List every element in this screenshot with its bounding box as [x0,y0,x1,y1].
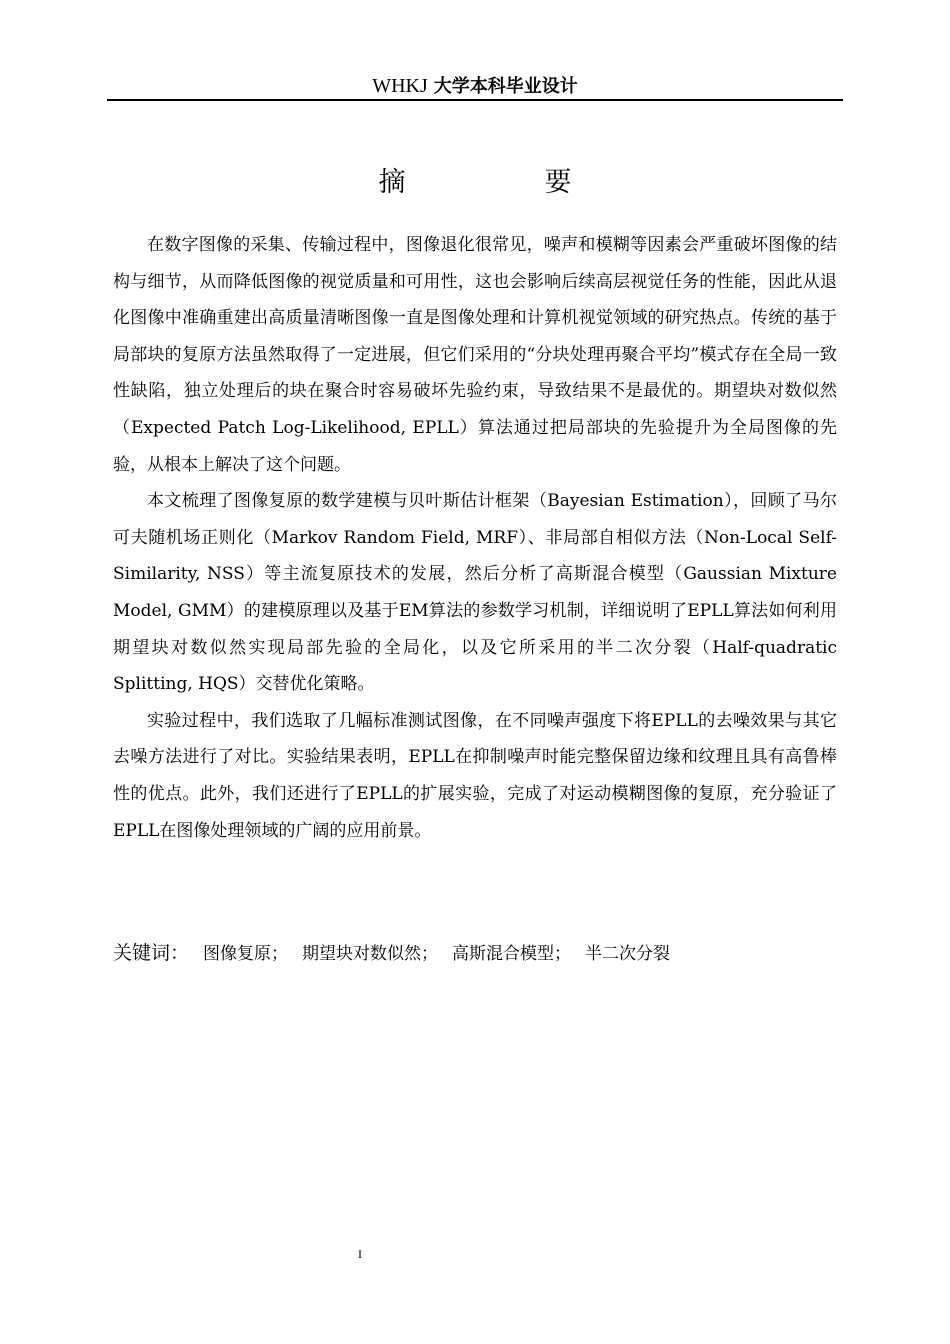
header-rule [107,99,843,101]
abstract-paragraph-1: 在数字图像的采集、传输过程中，图像退化很常见，噪声和模糊等因素会严重破坏图像的结构与细节，从而降低图像的视觉质量和可用性，这也会影响后续高层视觉任务的性能，因此从退化图像中准确重建出高质量清晰图像一直是图像处理和计算机视觉领域的研究热点。传统的基于局部块的复原方法虽然取得了一定进展，但它们采用的“分块处理再聚合平均”模式存在全局一致性缺陷，独立处理后的块在聚合时容易破坏先验约束，导致结果不是最优的。期望块对数似然（Expected Patch Log-Likelihood, EPLL）算法通过把局部块的先验提升为全局图像的先验，从根本上解决了这个问题。 [113,235,837,475]
keyword-item: 图像复原； [203,944,289,964]
header-document-type: 大学本科毕业设计 [433,76,578,97]
header-university-code: WHKJ [372,75,428,97]
abstract-title: 摘 要 [378,167,628,198]
running-header [107,72,843,100]
keyword-item: 期望块对数似然； [302,944,439,964]
keywords-label: 关键词： [113,942,190,964]
keyword-item: 高斯混合模型； [452,944,572,964]
page-number: I [358,1247,362,1261]
abstract-body [113,227,837,849]
abstract-paragraph-2: 本文梳理了图像复原的数学建模与贝叶斯估计框架（Bayesian Estimation），回顾了马尔可夫随机场正则化（Markov Random Field, MRF）、非局部自相似方法（Non-Local Self-Similarity, NSS）等主流复原技术的发展，然后分析了高斯混合模型（Gaussian Mixture Model, GMM）的建模原理以及基于EM算法的参数学习机制，详细说明了EPLL算法如何利用期望块对数似然实现局部先验的全局化，以及它所采用的半二次分裂（Half-quadratic Splitting, HQS）交替优化策略。 [113,491,837,695]
abstract-paragraph-3: 实验过程中，我们选取了几幅标准测试图像，在不同噪声强度下将EPLL的去噪效果与其它去噪方法进行了对比。实验结果表明，EPLL在抑制噪声时能完整保留边缘和纹理且具有高鲁棒性的优点。此外，我们还进行了EPLL的扩展实验，完成了对运动模糊图像的复原，充分验证了EPLL在图像处理领域的广阔的应用前景。 [113,710,837,841]
keywords-line [113,936,837,971]
keyword-item: 半二次分裂 [585,944,671,964]
